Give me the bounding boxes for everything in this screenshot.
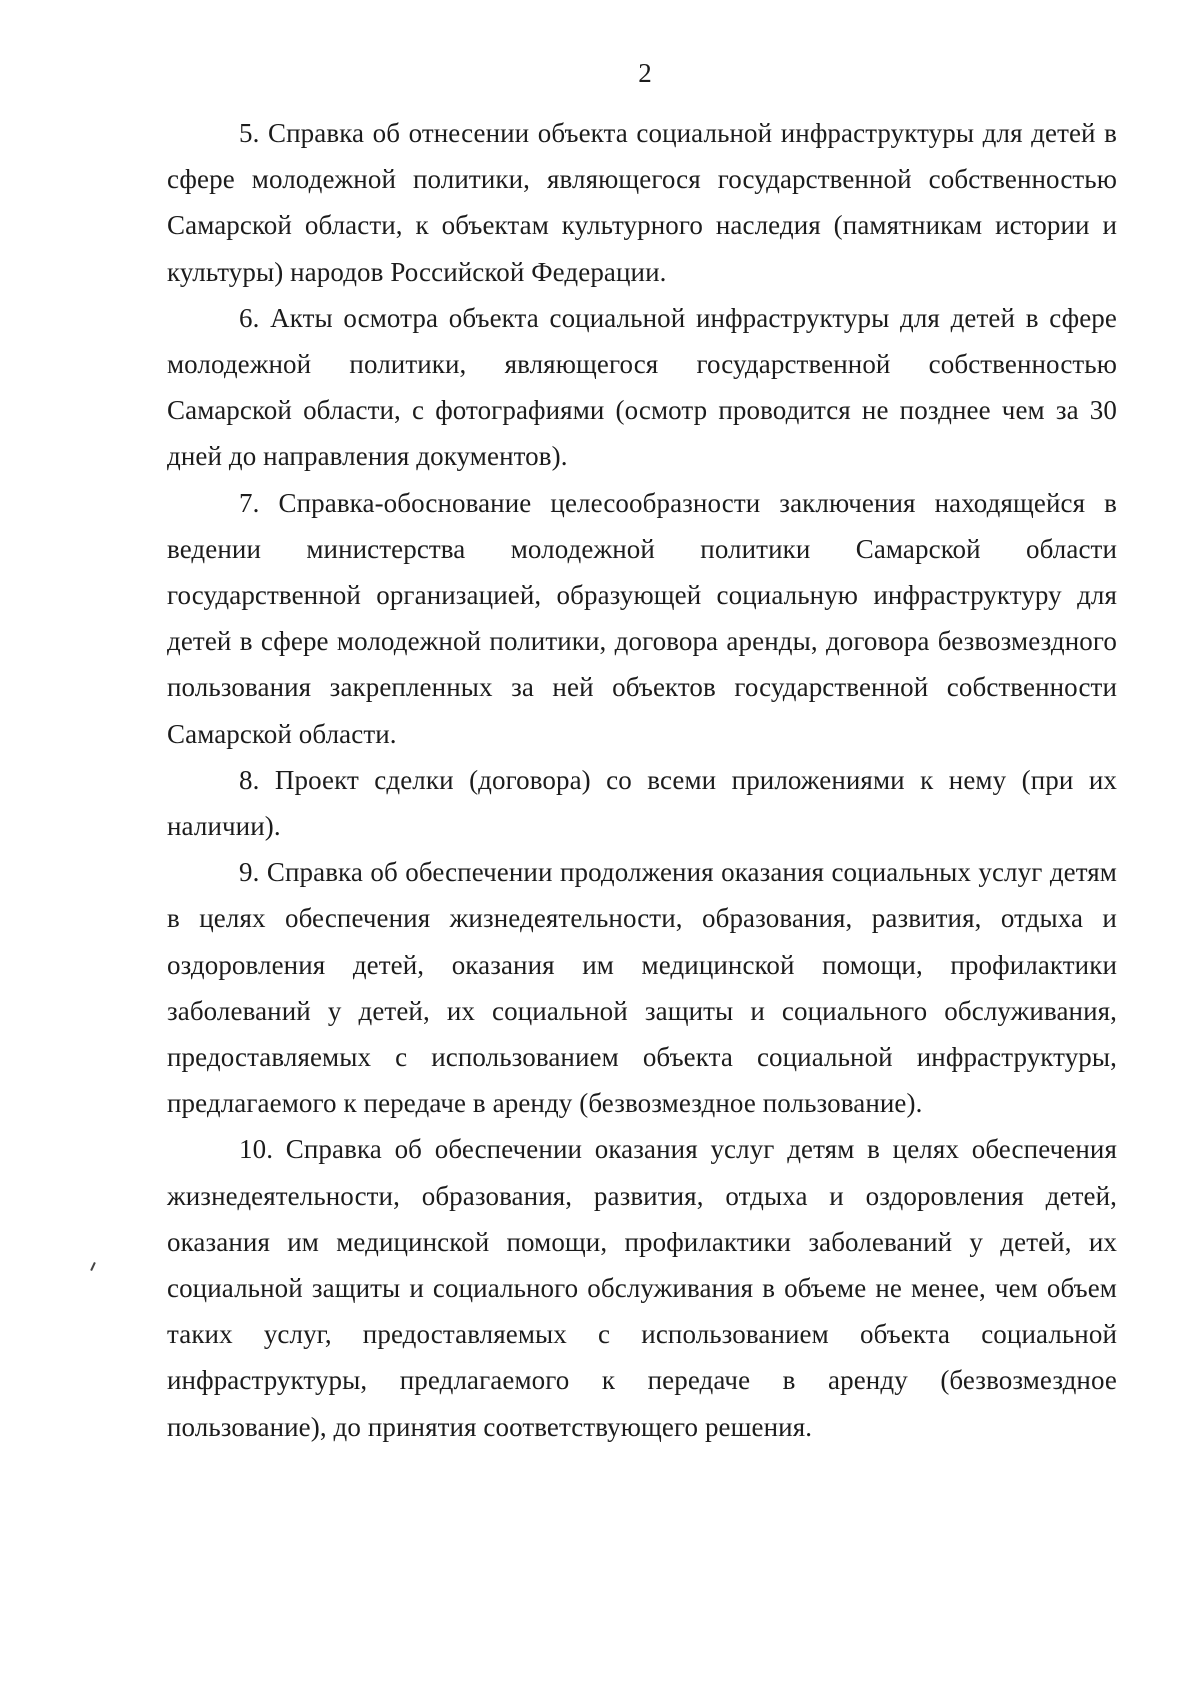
page-number: 2 [638,58,652,88]
paragraph-item-9: 9. Справка об обеспечении продолжения оказания социальных услуг детям в целях обеспечения жизнедеятельности, образования, развития, отдыха и оздоровления детей, оказания им медицинской помощи, профилактики заболеваний у детей, их социальной защиты и социального обслуживания, предоставляемых с использованием объекта социальной инфраструктуры, предлагаемого к передаче в аренду (безвозмездное пользование). [167,857,1117,1119]
paragraph-item-5: 5. Справка об отнесении объекта социальной инфраструктуры для детей в сфере молодежной политики, являющегося государственной собственностью Самарской области, к объектам культурного наследия (памятникам истории и культуры) народов Российской Федерации. [167,118,1117,287]
paragraph-item-10: 10. Справка об обеспечении оказания услуг детям в целях обеспечения жизнедеятельности, образования, развития, отдыха и оздоровления детей, оказания им медицинской помощи, профилактики заболеваний у детей, их социальной защиты и социального обслуживания в объеме не менее, чем объем таких услуг, предоставляемых с использованием объекта социальной инфраструктуры, предлагаемого к передаче в аренду (безвозмездное пользование), до принятия соответствующего решения. [167,1134,1117,1442]
paragraph-item-8: 8. Проект сделки (договора) со всеми приложениями к нему (при их наличии). [167,764,1117,842]
scan-mark [90,1262,96,1271]
document-body [167,110,1117,1450]
paragraph-item-6: 6. Акты осмотра объекта социальной инфраструктуры для детей в сфере молодежной политики, являющегося государственной собственностью Самарской области, с фотографиями (осмотр проводится не позднее чем за 30 дней до направления документов). [167,302,1117,472]
paragraph-item-7: 7. Справка-обоснование целесообразности заключения находящейся в ведении министерства молодежной политики Самарской области государственной организацией, образующей социальную инфраструктуру для детей в сфере молодежной политики, договора аренды, договора безвозмездного пользования закрепленных за ней объектов государственной собственности Самарской области. [167,487,1117,749]
